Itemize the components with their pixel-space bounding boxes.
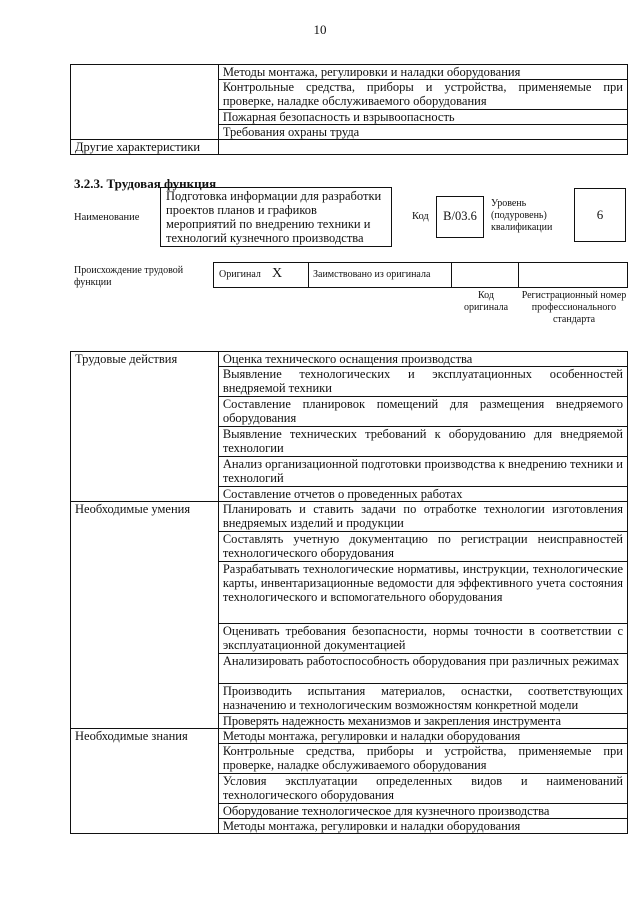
table-row: Составлять учетную документацию по регистрации неисправностей технологического оборудования — [218, 532, 627, 562]
table-row: Составление отчетов о проведенных работах — [218, 487, 627, 502]
table-row: Условия эксплуатации определенных видов и наименований технологического оборудования — [218, 774, 627, 804]
table-row: Разрабатывать технологические нормативы, инструкции, технологические карты, инвентаризационные ведомости для эффективного учета состояния технологического и вспомогательного оборудования — [218, 562, 627, 624]
code-label: Код — [412, 211, 429, 222]
table-row: Методы монтажа, регулировки и наладки оборудования — [218, 819, 627, 834]
table-row: Производить испытания материалов, оснастки, соответствующих назначению и технологическим возможностям конкретной модели — [218, 684, 627, 714]
function-name: Подготовка информации для разработки проектов планов и графиков мероприятий по внедрению техники и технологий кузнечного производства — [160, 187, 392, 247]
level-label: Уровень (подуровень) квалификации — [491, 198, 553, 233]
borrowed-label: Заимствовано из оригинала — [313, 269, 431, 280]
page-number: 10 — [313, 22, 327, 37]
table-row: Оценивать требования безопасности, нормы точности в соответствии с эксплуатационной документацией — [218, 624, 627, 654]
top-table-item: Контрольные средства, приборы и устройства, применяемые при проверке, наладке обслуживаемого оборудования — [218, 80, 627, 110]
top-table-empty-label — [71, 65, 219, 140]
other-characteristics-value — [218, 140, 627, 155]
table-row: Проверять надежность механизмов и закрепления инструмента — [218, 714, 627, 729]
origin-code-cell — [451, 262, 519, 288]
top-table-item: Пожарная безопасность и взрывоопасность — [218, 110, 627, 125]
group-label-actions: Трудовые действия — [71, 352, 219, 502]
code-caption: Код оригинала — [463, 290, 509, 313]
top-table-item: Методы монтажа, регулировки и наладки оборудования — [218, 65, 627, 80]
origin-original-cell — [213, 262, 309, 288]
section-title: 3.2.3. Трудовая функция — [74, 176, 217, 191]
other-characteristics-label: Другие характеристики — [71, 140, 219, 155]
origin-label: Происхождение трудовой функции — [74, 265, 184, 288]
table-row: Выявление технологических и эксплуатационных особенностей внедряемой техники — [218, 367, 627, 397]
table-row: Выявление технических требований к оборудованию для внедряемой технологии — [218, 427, 627, 457]
table-row: Контрольные средства, приборы и устройства, применяемые при проверке, наладке обслуживаемого оборудования — [218, 744, 627, 774]
table-row: Анализ организационной подготовки производства к внедрению техники и технологий — [218, 457, 627, 487]
top-table-item: Требования охраны труда — [218, 125, 627, 140]
table-row: Планировать и ставить задачи по отработке технологии изготовления внедряемых изделий и продукции — [218, 502, 627, 532]
original-label: Оригинал — [219, 269, 261, 280]
group-label-skills: Необходимые умения — [71, 502, 219, 729]
table-row: Методы монтажа, регулировки и наладки оборудования — [218, 729, 627, 744]
table-row: Оборудование технологическое для кузнечного производства — [218, 804, 627, 819]
origin-reg-cell — [518, 262, 628, 288]
original-mark: X — [272, 266, 283, 281]
reg-caption: Регистрационный номер профессионального стандарта — [521, 290, 627, 325]
group-label-knowledge: Необходимые знания — [71, 729, 219, 834]
table-row: Оценка технического оснащения производства — [218, 352, 627, 367]
function-code: B/03.6 — [436, 196, 484, 238]
origin-borrowed-cell — [308, 262, 452, 288]
main-table — [70, 351, 628, 834]
top-table — [70, 64, 628, 155]
table-row: Анализировать работоспособность оборудования при различных режимах — [218, 654, 627, 684]
level-value: 6 — [574, 188, 626, 242]
table-row: Составление планировок помещений для размещения внедряемого оборудования — [218, 397, 627, 427]
name-label: Наименование — [74, 212, 140, 223]
